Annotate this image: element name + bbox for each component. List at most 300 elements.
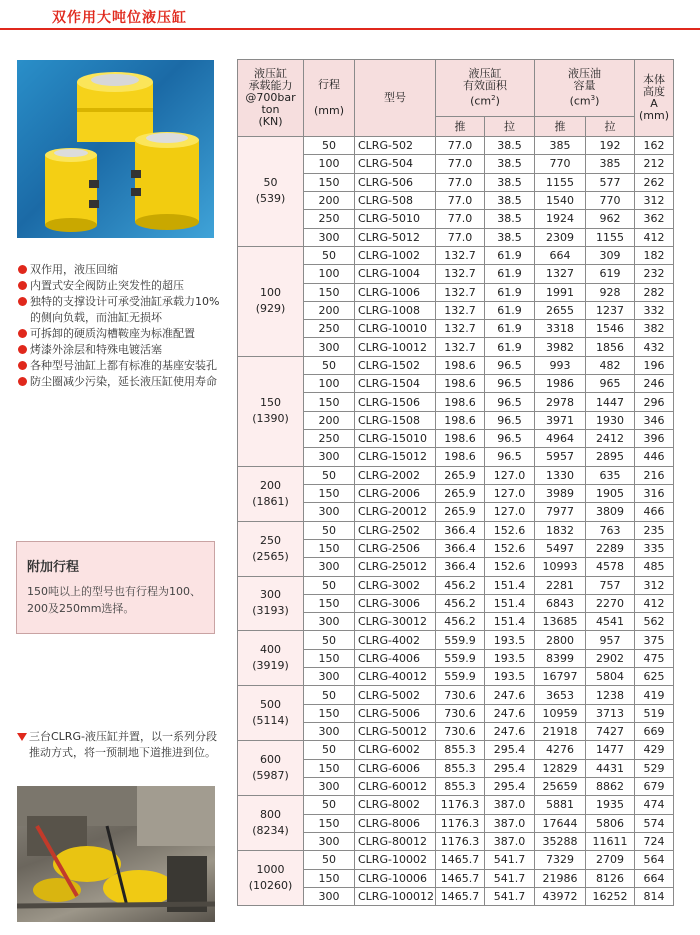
model-cell: CLRG-60012 [355, 777, 436, 795]
height-cell: 664 [635, 869, 674, 887]
table-row [238, 375, 674, 393]
area-push-cell: 132.7 [436, 246, 485, 264]
oil-push-cell: 10959 [535, 704, 586, 722]
oil-push-cell: 3653 [535, 686, 586, 704]
model-cell: CLRG-50012 [355, 723, 436, 741]
oil-push-cell: 7329 [535, 851, 586, 869]
stroke-cell: 200 [304, 191, 355, 209]
model-cell: CLRG-504 [355, 155, 436, 173]
oil-pull-cell: 757 [586, 576, 635, 594]
table-row [238, 173, 674, 191]
model-cell: CLRG-1506 [355, 393, 436, 411]
stroke-cell: 50 [304, 466, 355, 484]
area-pull-cell: 96.5 [485, 393, 535, 411]
page-title: 双作用大吨位液压缸 [52, 10, 187, 26]
stroke-cell: 50 [304, 137, 355, 155]
model-cell: CLRG-4006 [355, 649, 436, 667]
height-cell: 475 [635, 649, 674, 667]
oil-pull-cell: 4431 [586, 759, 635, 777]
area-pull-cell: 541.7 [485, 887, 535, 905]
oil-pull-cell: 2270 [586, 594, 635, 612]
feature-text: 内置式安全阀防止突发性的超压 [30, 279, 184, 292]
height-cell: 216 [635, 466, 674, 484]
oil-pull-cell: 16252 [586, 887, 635, 905]
stroke-cell: 50 [304, 851, 355, 869]
model-cell: CLRG-1508 [355, 411, 436, 429]
oil-pull-cell: 957 [586, 631, 635, 649]
area-push-cell: 1176.3 [436, 832, 485, 850]
oil-push-cell: 3982 [535, 338, 586, 356]
table-row [238, 466, 674, 484]
oil-pull-cell: 1905 [586, 484, 635, 502]
area-push-cell: 77.0 [436, 191, 485, 209]
table-row [238, 137, 674, 155]
height-cell: 574 [635, 814, 674, 832]
height-cell: 262 [635, 173, 674, 191]
oil-pull-cell: 2709 [586, 851, 635, 869]
oil-push-cell: 2309 [535, 228, 586, 246]
area-pull-cell: 387.0 [485, 796, 535, 814]
height-cell: 669 [635, 723, 674, 741]
oil-pull-cell: 763 [586, 521, 635, 539]
stroke-cell: 300 [304, 558, 355, 576]
stroke-cell: 300 [304, 777, 355, 795]
model-cell: CLRG-10002 [355, 851, 436, 869]
feature-item [17, 278, 227, 294]
height-cell: 296 [635, 393, 674, 411]
capacity-cell [238, 576, 304, 631]
model-cell: CLRG-4002 [355, 631, 436, 649]
height-cell: 196 [635, 356, 674, 374]
stroke-cell: 300 [304, 338, 355, 356]
area-pull-cell: 387.0 [485, 814, 535, 832]
area-push-cell: 132.7 [436, 338, 485, 356]
height-cell: 562 [635, 613, 674, 631]
extra-stroke-title: 附加行程 [27, 560, 80, 575]
oil-push-cell: 5497 [535, 539, 586, 557]
area-push-cell: 456.2 [436, 613, 485, 631]
capacity-kn: (3193) [252, 604, 289, 618]
table-row [238, 246, 674, 264]
oil-push-cell: 12829 [535, 759, 586, 777]
area-pull-cell: 61.9 [485, 338, 535, 356]
header-oil [535, 60, 635, 117]
oil-pull-cell: 928 [586, 283, 635, 301]
capacity-cell [238, 466, 304, 521]
table-row [238, 155, 674, 173]
area-pull-cell: 247.6 [485, 723, 535, 741]
feature-text: 防尘圈减少污染，延长液压缸使用寿命 [30, 375, 217, 388]
area-push-cell: 132.7 [436, 301, 485, 319]
oil-push-cell: 770 [535, 155, 586, 173]
oil-push-cell: 4964 [535, 430, 586, 448]
capacity-ton: 800 [260, 808, 281, 822]
oil-push-cell: 10993 [535, 558, 586, 576]
header-height [635, 60, 674, 137]
stroke-cell: 200 [304, 301, 355, 319]
model-cell: CLRG-15012 [355, 448, 436, 466]
area-push-cell: 265.9 [436, 466, 485, 484]
cylinders-illustration [17, 60, 214, 238]
model-cell: CLRG-30012 [355, 613, 436, 631]
height-cell: 332 [635, 301, 674, 319]
table-row [238, 430, 674, 448]
stroke-cell: 50 [304, 631, 355, 649]
capacity-cell [238, 686, 304, 741]
area-push-cell: 456.2 [436, 576, 485, 594]
table-row [238, 576, 674, 594]
oil-pull-cell: 962 [586, 210, 635, 228]
area-push-cell: 265.9 [436, 503, 485, 521]
oil-pull-cell: 4541 [586, 613, 635, 631]
table-row [238, 301, 674, 319]
area-push-cell: 855.3 [436, 777, 485, 795]
oil-pull-cell: 1856 [586, 338, 635, 356]
area-push-cell: 1176.3 [436, 796, 485, 814]
oil-pull-cell: 7427 [586, 723, 635, 741]
stroke-cell: 300 [304, 887, 355, 905]
capacity-ton: 50 [263, 176, 278, 190]
oil-push-cell: 3318 [535, 320, 586, 338]
area-push-cell: 456.2 [436, 594, 485, 612]
capacity-kn: (1390) [252, 412, 289, 426]
area-push-cell: 198.6 [436, 430, 485, 448]
header-oil-line: 容量 [573, 79, 596, 93]
capacity-kn: (2565) [252, 549, 289, 563]
table-row [238, 631, 674, 649]
oil-pull-cell: 770 [586, 191, 635, 209]
height-cell: 679 [635, 777, 674, 795]
stroke-cell: 300 [304, 668, 355, 686]
area-push-cell: 198.6 [436, 448, 485, 466]
stroke-cell: 50 [304, 356, 355, 374]
oil-pull-cell: 3713 [586, 704, 635, 722]
area-push-cell: 77.0 [436, 155, 485, 173]
area-push-cell: 77.0 [436, 173, 485, 191]
area-pull-cell: 151.4 [485, 594, 535, 612]
area-pull-cell: 152.6 [485, 521, 535, 539]
oil-pull-cell: 619 [586, 265, 635, 283]
model-cell: CLRG-25012 [355, 558, 436, 576]
header-oil-pull: 拉 [586, 117, 635, 137]
feature-text: 双作用，液压回缩 [30, 263, 118, 276]
stroke-cell: 300 [304, 832, 355, 850]
stroke-cell: 100 [304, 265, 355, 283]
height-cell: 162 [635, 137, 674, 155]
stroke-cell: 150 [304, 484, 355, 502]
capacity-cell [238, 356, 304, 466]
area-push-cell: 730.6 [436, 704, 485, 722]
capacity-cell [238, 851, 304, 906]
area-pull-cell: 38.5 [485, 210, 535, 228]
oil-push-cell: 2655 [535, 301, 586, 319]
table-row [238, 228, 674, 246]
oil-pull-cell: 4578 [586, 558, 635, 576]
area-pull-cell: 127.0 [485, 503, 535, 521]
oil-pull-cell: 635 [586, 466, 635, 484]
area-pull-cell: 193.5 [485, 631, 535, 649]
oil-pull-cell: 1546 [586, 320, 635, 338]
table-row [238, 723, 674, 741]
area-pull-cell: 96.5 [485, 430, 535, 448]
oil-push-cell: 1330 [535, 466, 586, 484]
feature-text: 可拆卸的硬质沟槽鞍座为标准配置 [30, 327, 195, 340]
height-cell: 312 [635, 576, 674, 594]
model-cell: CLRG-5012 [355, 228, 436, 246]
height-cell: 235 [635, 521, 674, 539]
stroke-cell: 150 [304, 173, 355, 191]
area-pull-cell: 61.9 [485, 320, 535, 338]
height-cell: 282 [635, 283, 674, 301]
area-push-cell: 1465.7 [436, 887, 485, 905]
area-pull-cell: 541.7 [485, 851, 535, 869]
photo-caption [17, 729, 222, 761]
area-pull-cell: 96.5 [485, 356, 535, 374]
capacity-kn: (8234) [252, 824, 289, 838]
capacity-kn: (1861) [252, 494, 289, 508]
area-pull-cell: 152.6 [485, 558, 535, 576]
oil-pull-cell: 577 [586, 173, 635, 191]
capacity-cell [238, 631, 304, 686]
area-pull-cell: 38.5 [485, 155, 535, 173]
area-pull-cell: 193.5 [485, 649, 535, 667]
height-cell: 429 [635, 741, 674, 759]
table-row [238, 777, 674, 795]
header-height-line: 高度 [643, 85, 665, 98]
model-cell: CLRG-1004 [355, 265, 436, 283]
capacity-ton: 600 [260, 753, 281, 767]
area-push-cell: 132.7 [436, 283, 485, 301]
stroke-cell: 100 [304, 375, 355, 393]
table-row [238, 832, 674, 850]
table-row [238, 869, 674, 887]
area-pull-cell: 247.6 [485, 686, 535, 704]
area-push-cell: 559.9 [436, 631, 485, 649]
model-cell: CLRG-506 [355, 173, 436, 191]
oil-pull-cell: 965 [586, 375, 635, 393]
area-pull-cell: 295.4 [485, 741, 535, 759]
stroke-cell: 50 [304, 521, 355, 539]
feature-text: 烤漆外涂层和特殊电镀活塞 [30, 343, 162, 356]
oil-push-cell: 385 [535, 137, 586, 155]
area-pull-cell: 247.6 [485, 704, 535, 722]
header-capacity-line: 液压缸 [254, 67, 287, 80]
oil-push-cell: 5881 [535, 796, 586, 814]
title-bar [0, 0, 700, 32]
oil-pull-cell: 11611 [586, 832, 635, 850]
capacity-ton: 100 [260, 286, 281, 300]
header-model-label: 型号 [384, 91, 406, 104]
area-pull-cell: 151.4 [485, 576, 535, 594]
area-pull-cell: 96.5 [485, 375, 535, 393]
height-cell: 466 [635, 503, 674, 521]
stroke-cell: 250 [304, 210, 355, 228]
header-area [436, 60, 535, 117]
model-cell: CLRG-5010 [355, 210, 436, 228]
oil-push-cell: 3989 [535, 484, 586, 502]
model-cell: CLRG-6006 [355, 759, 436, 777]
area-push-cell: 855.3 [436, 759, 485, 777]
capacity-kn: (5114) [252, 714, 289, 728]
model-cell: CLRG-1008 [355, 301, 436, 319]
header-area-unit: $(cm^2)$ [470, 94, 500, 108]
model-cell: CLRG-8006 [355, 814, 436, 832]
oil-pull-cell: 1477 [586, 741, 635, 759]
stroke-cell: 150 [304, 393, 355, 411]
table-row [238, 704, 674, 722]
height-cell: 625 [635, 668, 674, 686]
height-cell: 232 [635, 265, 674, 283]
capacity-kn: (10260) [248, 879, 293, 893]
area-pull-cell: 295.4 [485, 777, 535, 795]
header-area-line: 液压缸 [468, 67, 502, 81]
header-capacity [238, 60, 304, 137]
height-cell: 412 [635, 228, 674, 246]
oil-pull-cell: 2902 [586, 649, 635, 667]
feature-text: 独特的支撑设计可承受油缸承载力10%的侧向负载，而油缸无损坏 [30, 295, 220, 324]
capacity-cell [238, 521, 304, 576]
table-row [238, 851, 674, 869]
stroke-cell: 300 [304, 448, 355, 466]
stroke-cell: 50 [304, 796, 355, 814]
oil-push-cell: 16797 [535, 668, 586, 686]
capacity-ton: 500 [260, 698, 281, 712]
stroke-cell: 50 [304, 741, 355, 759]
area-push-cell: 198.6 [436, 356, 485, 374]
table-row [238, 265, 674, 283]
capacity-cell [238, 246, 304, 356]
height-cell: 564 [635, 851, 674, 869]
header-model [355, 60, 436, 137]
oil-push-cell: 13685 [535, 613, 586, 631]
header-capacity-line: 承载能力 [248, 79, 293, 92]
area-pull-cell: 38.5 [485, 173, 535, 191]
oil-pull-cell: 3809 [586, 503, 635, 521]
oil-push-cell: 993 [535, 356, 586, 374]
table-row [238, 887, 674, 905]
feature-item [17, 326, 227, 342]
caption-text: 三台CLRG-液压缸并置，以一系列分段推动方式，将一预制地下道推进到位。 [29, 730, 217, 759]
table-row [238, 356, 674, 374]
stroke-cell: 150 [304, 704, 355, 722]
area-push-cell: 1465.7 [436, 851, 485, 869]
capacity-kn: (3919) [252, 659, 289, 673]
feature-item [17, 358, 227, 374]
stroke-cell: 150 [304, 759, 355, 777]
area-push-cell: 198.6 [436, 375, 485, 393]
model-cell: CLRG-8002 [355, 796, 436, 814]
extra-stroke-box [16, 541, 215, 634]
table-row [238, 210, 674, 228]
oil-push-cell: 3971 [535, 411, 586, 429]
stroke-cell: 50 [304, 246, 355, 264]
title-divider [0, 28, 700, 30]
area-push-cell: 77.0 [436, 210, 485, 228]
red-dot-icon [18, 377, 27, 386]
header-area-line: 有效面积 [463, 79, 507, 93]
area-pull-cell: 61.9 [485, 265, 535, 283]
area-push-cell: 559.9 [436, 668, 485, 686]
header-height-line: (mm) [638, 109, 669, 122]
area-push-cell: 1176.3 [436, 814, 485, 832]
oil-push-cell: 2800 [535, 631, 586, 649]
area-push-cell: 265.9 [436, 484, 485, 502]
oil-pull-cell: 2895 [586, 448, 635, 466]
area-push-cell: 132.7 [436, 320, 485, 338]
stroke-cell: 100 [304, 155, 355, 173]
header-capacity-line: @700bar [245, 91, 296, 104]
oil-pull-cell: 309 [586, 246, 635, 264]
table-row [238, 283, 674, 301]
area-pull-cell: 38.5 [485, 191, 535, 209]
height-cell: 312 [635, 191, 674, 209]
oil-push-cell: 1924 [535, 210, 586, 228]
application-photo [17, 786, 215, 922]
area-push-cell: 77.0 [436, 228, 485, 246]
header-stroke-label: 行程 [318, 78, 340, 91]
feature-item [17, 294, 227, 326]
table-row [238, 558, 674, 576]
model-cell: CLRG-508 [355, 191, 436, 209]
height-cell: 246 [635, 375, 674, 393]
area-push-cell: 77.0 [436, 137, 485, 155]
area-push-cell: 132.7 [436, 265, 485, 283]
application-illustration [17, 786, 215, 922]
table-row [238, 521, 674, 539]
area-push-cell: 730.6 [436, 723, 485, 741]
table-row [238, 393, 674, 411]
header-capacity-line: (KN) [258, 115, 283, 128]
height-cell: 814 [635, 887, 674, 905]
oil-pull-cell: 385 [586, 155, 635, 173]
height-cell: 412 [635, 594, 674, 612]
height-cell: 529 [635, 759, 674, 777]
table-row [238, 759, 674, 777]
oil-push-cell: 35288 [535, 832, 586, 850]
area-pull-cell: 151.4 [485, 613, 535, 631]
header-oil-line: 液压油 [568, 67, 601, 81]
area-pull-cell: 193.5 [485, 668, 535, 686]
model-cell: CLRG-2502 [355, 521, 436, 539]
oil-push-cell: 1540 [535, 191, 586, 209]
area-push-cell: 855.3 [436, 741, 485, 759]
red-dot-icon [18, 345, 27, 354]
oil-push-cell: 21918 [535, 723, 586, 741]
red-dot-icon [18, 265, 27, 274]
feature-item [17, 262, 227, 278]
oil-push-cell: 25659 [535, 777, 586, 795]
unit-sup: 3 [590, 94, 596, 103]
height-cell: 474 [635, 796, 674, 814]
table-row [238, 668, 674, 686]
stroke-cell: 150 [304, 594, 355, 612]
stroke-cell: 50 [304, 686, 355, 704]
area-push-cell: 366.4 [436, 521, 485, 539]
oil-push-cell: 1155 [535, 173, 586, 191]
area-pull-cell: 61.9 [485, 246, 535, 264]
model-cell: CLRG-10010 [355, 320, 436, 338]
oil-pull-cell: 192 [586, 137, 635, 155]
height-cell: 485 [635, 558, 674, 576]
stroke-cell: 250 [304, 320, 355, 338]
model-cell: CLRG-3006 [355, 594, 436, 612]
capacity-cell [238, 137, 304, 247]
oil-pull-cell: 5806 [586, 814, 635, 832]
area-pull-cell: 38.5 [485, 137, 535, 155]
model-cell: CLRG-15010 [355, 430, 436, 448]
spec-table-body [238, 137, 674, 906]
oil-pull-cell: 1237 [586, 301, 635, 319]
